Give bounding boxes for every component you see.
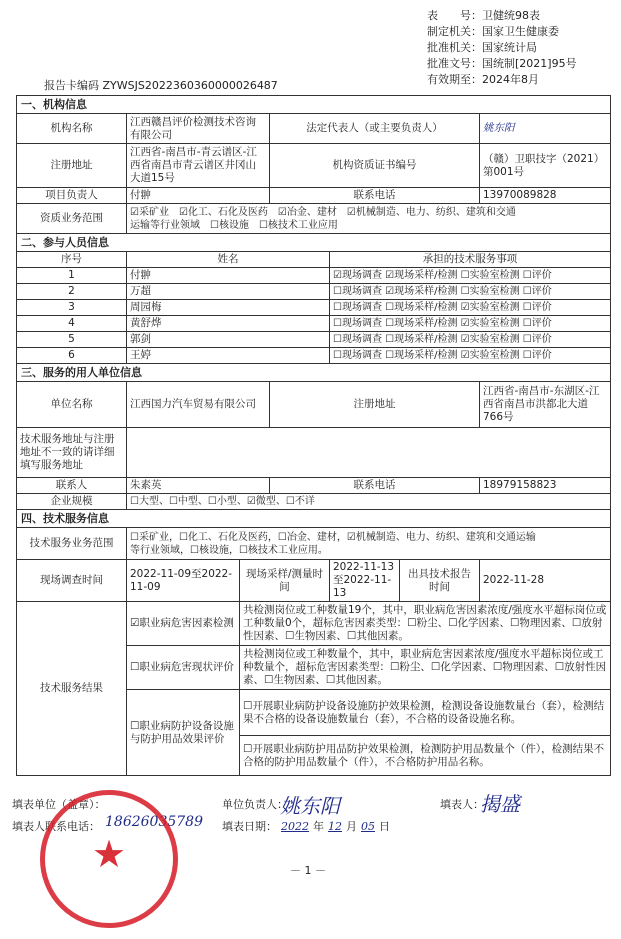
- staff-name: 黄舒烨: [127, 316, 330, 332]
- report-form: [16, 95, 611, 776]
- report-card-number: 报告卡编码 ZYWSJS2022360360000026487: [44, 79, 278, 92]
- filler-label: 填表人：: [440, 798, 484, 811]
- col-name: 姓名: [127, 252, 330, 268]
- row-no: 2: [17, 284, 127, 300]
- report-time: 2022-11-28: [480, 560, 611, 602]
- unit-head-label: 单位负责人：: [222, 798, 288, 811]
- scope-line-2: 运输等行业领域 ☐核设施 ☐核技术工业应用: [130, 219, 338, 231]
- col-no: 序号: [17, 252, 127, 268]
- alt-addr: [127, 428, 611, 478]
- staff-items: ☐现场调查 ☐现场采样/检测 ☑实验室检测 ☐评价: [330, 300, 611, 316]
- staff-name: 王婷: [127, 348, 330, 364]
- phone-label: 联系电话: [270, 188, 480, 204]
- report-label: 出具技术报告时间: [400, 560, 480, 602]
- section-title-client: 三、服务的用人单位信息: [17, 364, 611, 382]
- seal-star-icon: ★: [92, 832, 127, 876]
- enterprise-size: ☐大型、☐中型、☐小型、☑微型、☐不详: [127, 494, 611, 510]
- col-items: 承担的技术服务事项: [330, 252, 611, 268]
- pm-label: 项目负责人: [17, 188, 127, 204]
- authority: 制定机关：国家卫生健康委: [427, 25, 559, 38]
- date-label: 填表日期：: [222, 820, 277, 833]
- row-no: 6: [17, 348, 127, 364]
- meta-block: [427, 8, 577, 88]
- alt-addr-label: 技术服务地址与注册地址不一致的请详细填写服务地址: [17, 428, 127, 478]
- reg-addr: 江西省-南昌市-青云谱区-江西省南昌市青云谱区井冈山大道15号: [127, 144, 270, 188]
- table-row: [17, 316, 611, 332]
- section-title-service: 四、技术服务信息: [17, 510, 611, 528]
- cert-label: 机构资质证书编号: [270, 144, 480, 188]
- org-name-label: 机构名称: [17, 114, 127, 144]
- unit-head-signature: 姚东阳: [280, 794, 340, 818]
- size-label: 企业规模: [17, 494, 127, 510]
- staff-name: 郭剑: [127, 332, 330, 348]
- table-row: [17, 268, 611, 284]
- client-phone-label: 联系电话: [270, 478, 480, 494]
- staff-name: 万超: [127, 284, 330, 300]
- service-scope: [127, 528, 611, 560]
- result-2-text: 共检测岗位或工种数量个，其中，职业病危害因素浓度/强度水平超标岗位或工种数量个，超标危害因素类型：☐粉尘、☐化学因素、☐物理因素、☐放射性因素、☐生物因素、☐其他因素。: [240, 646, 611, 690]
- filler-phone-label: 填表人联系电话：: [12, 820, 100, 833]
- survey-time: 2022-11-09至2022-11-09: [127, 560, 240, 602]
- row-no: 5: [17, 332, 127, 348]
- fill-date: [222, 819, 390, 835]
- pm-phone: 13970089828: [480, 188, 611, 204]
- result-label: 技术服务结果: [17, 602, 127, 776]
- date-year: 2022: [281, 820, 309, 833]
- page-number: － 1 －: [290, 864, 326, 877]
- qualification-scope: [127, 204, 611, 234]
- scope-line-1: ☑采矿业 ☑化工、石化及医药 ☑冶金、建材 ☑机械制造、电力、纺织、建筑和交通: [130, 206, 516, 218]
- staff-items: ☐现场调查 ☐现场采样/检测 ☑实验室检测 ☐评价: [330, 348, 611, 364]
- contact-label: 联系人: [17, 478, 127, 494]
- staff-name: 付翀: [127, 268, 330, 284]
- row-no: 4: [17, 316, 127, 332]
- legal-rep-label: 法定代表人（或主要负责人）: [270, 114, 480, 144]
- staff-items: ☐现场调查 ☐现场采样/检测 ☑实验室检测 ☐评价: [330, 332, 611, 348]
- filler-signature: 揭盛: [480, 792, 520, 816]
- day-char: 日: [379, 820, 390, 833]
- staff-items: ☐现场调查 ☑现场采样/检测 ☐实验室检测 ☐评价: [330, 284, 611, 300]
- pm-name: 付翀: [127, 188, 270, 204]
- client-addr-label: 注册地址: [270, 382, 480, 428]
- staff-name: 周园梅: [127, 300, 330, 316]
- service-scope-line-2: 等行业领域，☐核设施，☐核技术工业应用。: [130, 544, 328, 556]
- staff-items: ☐现场调查 ☐现场采样/检测 ☑实验室检测 ☐评价: [330, 316, 611, 332]
- result-3-text-b: ☐开展职业病防护用品防护效果检测，检测防护用品数量个（件），检测结果不合格的防护用品数量个（件），不合格防护用品名称。: [240, 736, 611, 776]
- result-3-text-a: ☐开展职业病防护设备设施防护效果检测，检测设备设施数量台（套），检测结果不合格的设备设施数量台（套），不合格的设备设施名称。: [240, 690, 611, 736]
- scope-label: 资质业务范围: [17, 204, 127, 234]
- filler-phone: 18626035789: [105, 814, 203, 830]
- service-scope-label: 技术服务业务范围: [17, 528, 127, 560]
- contact-name: 朱素英: [127, 478, 270, 494]
- unit-name: 江西国力汽车贸易有限公司: [127, 382, 270, 428]
- sampling-time: 2022-11-13至2022-11-13: [330, 560, 400, 602]
- reg-addr-label: 注册地址: [17, 144, 127, 188]
- table-row: [17, 284, 611, 300]
- cert-number: （赣）卫职技字（2021）第001号: [480, 144, 611, 188]
- row-no: 1: [17, 268, 127, 284]
- client-phone: 18979158823: [480, 478, 611, 494]
- result-2-label: ☐职业病危害现状评价: [127, 646, 240, 690]
- approver: 批准机关：国家统计局: [427, 41, 537, 54]
- year-char: 年: [313, 820, 324, 833]
- client-addr: 江西省-南昌市-东湖区-江西省南昌市洪都北大道766号: [480, 382, 611, 428]
- result-3-label: ☐职业病防护设备设施与防护用品效果评价: [127, 690, 240, 776]
- result-1-text: 共检测岗位或工种数量19个，其中，职业病危害因素浓度/强度水平超标岗位或工种数量0个，超标危害因素类型：☐粉尘、☐化学因素、☐物理因素、☐放射性因素、☐生物因素、☐其他因素。: [240, 602, 611, 646]
- date-day: 05: [361, 820, 375, 833]
- org-name: 江西赣昌评价检测技术咨询有限公司: [127, 114, 270, 144]
- survey-label: 现场调查时间: [17, 560, 127, 602]
- section-title-org: 一、机构信息: [17, 96, 611, 114]
- legal-rep: 姚东阳: [480, 114, 611, 144]
- month-char: 月: [346, 820, 357, 833]
- table-row: [17, 332, 611, 348]
- section-title-staff: 二、参与人员信息: [17, 234, 611, 252]
- valid-until: 有效期至：2024年8月: [427, 73, 539, 86]
- form-number: 表 号：卫健统98表: [427, 9, 540, 22]
- result-1-label: ☑职业病危害因素检测: [127, 602, 240, 646]
- staff-items: ☑现场调查 ☑现场采样/检测 ☐实验室检测 ☐评价: [330, 268, 611, 284]
- unit-label: 单位名称: [17, 382, 127, 428]
- service-scope-line-1: ☐采矿业，☐化工、石化及医药，☐冶金、建材，☑机械制造、电力、纺织、建筑和交通运输: [130, 531, 536, 543]
- sampling-label: 现场采样/测量时间: [240, 560, 330, 602]
- table-row: [17, 348, 611, 364]
- row-no: 3: [17, 300, 127, 316]
- approval-number: 批准文号：国统制[2021]95号: [427, 57, 577, 70]
- filler-unit-label: 填表单位（盖章）：: [12, 798, 106, 811]
- date-month: 12: [328, 820, 342, 833]
- table-row: [17, 300, 611, 316]
